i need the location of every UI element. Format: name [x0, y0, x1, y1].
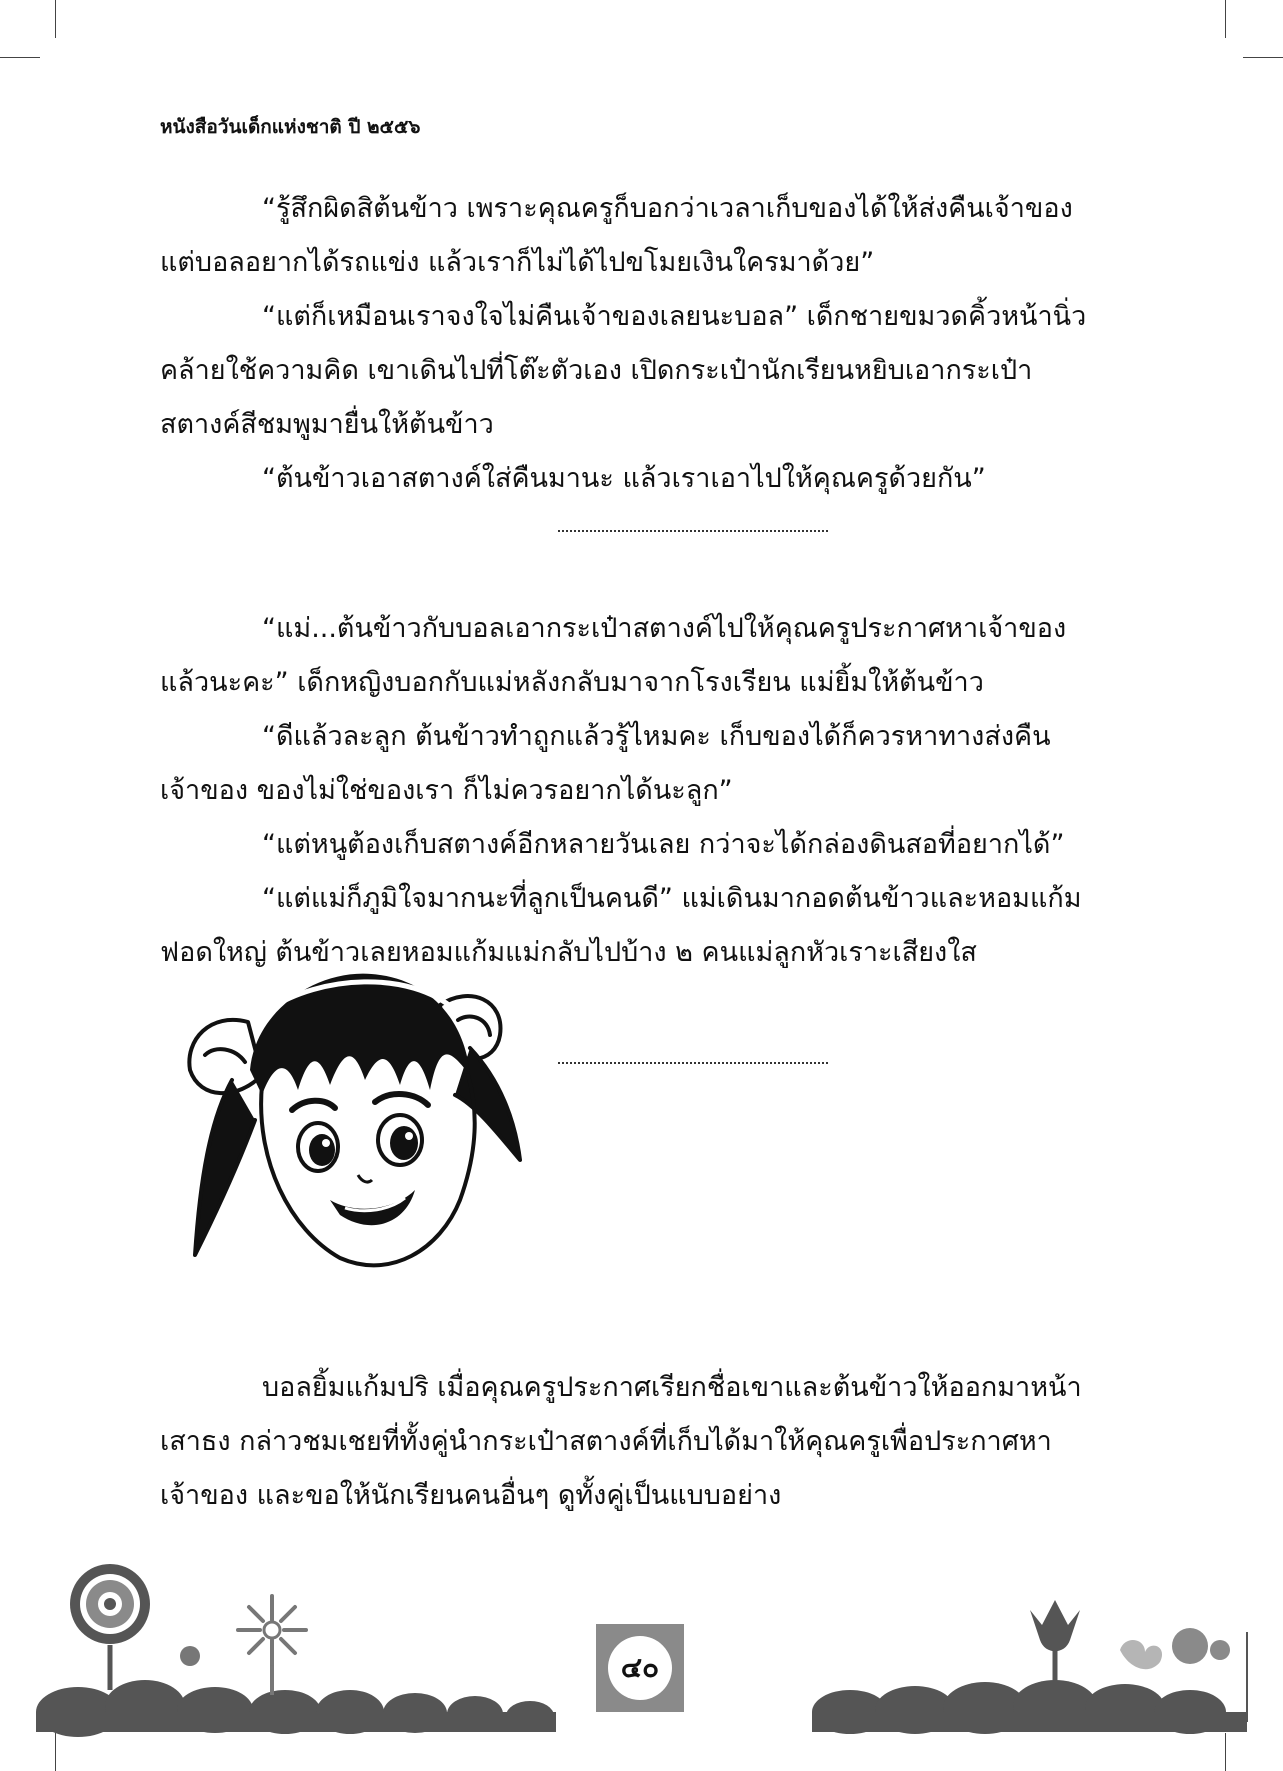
- crop-mark: [55, 0, 56, 38]
- text-line: สตางค์สีชมพูมายื่นให้ต้นข้าว: [160, 409, 494, 440]
- crop-mark: [1243, 57, 1283, 58]
- text-line: แล้วนะคะ” เด็กหญิงบอกกับแม่หลังกลับมาจากโรงเรียน แม่ยิ้มให้ต้นข้าว: [160, 667, 984, 698]
- running-header: หนังสือวันเด็กแห่งชาติ ปี ๒๕๕๖: [160, 116, 421, 138]
- text-line: แต่บอลอยากได้รถแข่ง แล้วเราก็ไม่ได้ไปขโมยเงินใครมาด้วย”: [160, 247, 875, 278]
- text-line: “รู้สึกผิดสิต้นข้าว เพราะคุณครูก็บอกว่าเวลาเก็บของได้ให้ส่งคืนเจ้าของ: [262, 193, 1073, 224]
- paragraph-block-1: [160, 182, 1125, 506]
- text-line: บอลยิ้มแก้มปริ เมื่อคุณครูประกาศเรียกชื่อเขาและต้นข้าวให้ออกมาหน้า: [262, 1372, 1082, 1403]
- text-line: “แต่ก็เหมือนเราจงใจไม่คืนเจ้าของเลยนะบอล” เด็กชายขมวดคิ้วหน้านิ่ว: [262, 301, 1087, 332]
- text-line: คล้ายใช้ความคิด เขาเดินไปที่โต๊ะตัวเอง เปิดกระเป๋านักเรียนหยิบเอากระเป๋า: [160, 355, 1033, 386]
- dotted-separator: [558, 1062, 828, 1064]
- crop-mark: [1225, 1733, 1226, 1771]
- text-line: “แต่หนูต้องเก็บสตางค์อีกหลายวันเลย กว่าจะได้กล่องดินสอที่อยากได้”: [262, 829, 1065, 860]
- text-line: “แต่แม่ก็ภูมิใจมากนะที่ลูกเป็นคนดี” แม่เดินมากอดต้นข้าวและหอมแก้ม: [262, 883, 1082, 914]
- dotted-separator: [558, 530, 828, 532]
- paragraph-block-3: [160, 1361, 1125, 1523]
- crop-mark: [0, 57, 40, 58]
- text-line: “ดีแล้วละลูก ต้นข้าวทำถูกแล้วรู้ไหมคะ เก็บของได้ก็ควรหาทางส่งคืน: [262, 721, 1051, 752]
- text-line: เจ้าของ ของไม่ใช่ของเรา ก็ไม่ควรอยากได้นะลูก”: [160, 775, 733, 806]
- text-line: เสาธง กล่าวชมเชยที่ทั้งคู่นำกระเป๋าสตางค์ที่เก็บได้มาให้คุณครูเพื่อประกาศหา: [160, 1426, 1052, 1457]
- text-line: ฟอดใหญ่ ต้นข้าวเลยหอมแก้มแม่กลับไปบ้าง ๒ คนแม่ลูกหัวเราะเสียงใส: [160, 937, 977, 968]
- text-line: เจ้าของ และขอให้นักเรียนคนอื่นๆ ดูทั้งคู่เป็นแบบอย่าง: [160, 1480, 782, 1511]
- text-line: “ต้นข้าวเอาสตางค์ใส่คืนมานะ แล้วเราเอาไปให้คุณครูด้วยกัน”: [262, 463, 986, 494]
- crop-mark: [1225, 0, 1226, 38]
- text-line: “แม่...ต้นข้าวกับบอลเอากระเป๋าสตางค์ไปให้คุณครูประกาศหาเจ้าของ: [262, 613, 1067, 644]
- crop-mark: [55, 1733, 56, 1771]
- paragraph-block-2: [160, 602, 1125, 980]
- page-number: ๔๐: [608, 1636, 672, 1700]
